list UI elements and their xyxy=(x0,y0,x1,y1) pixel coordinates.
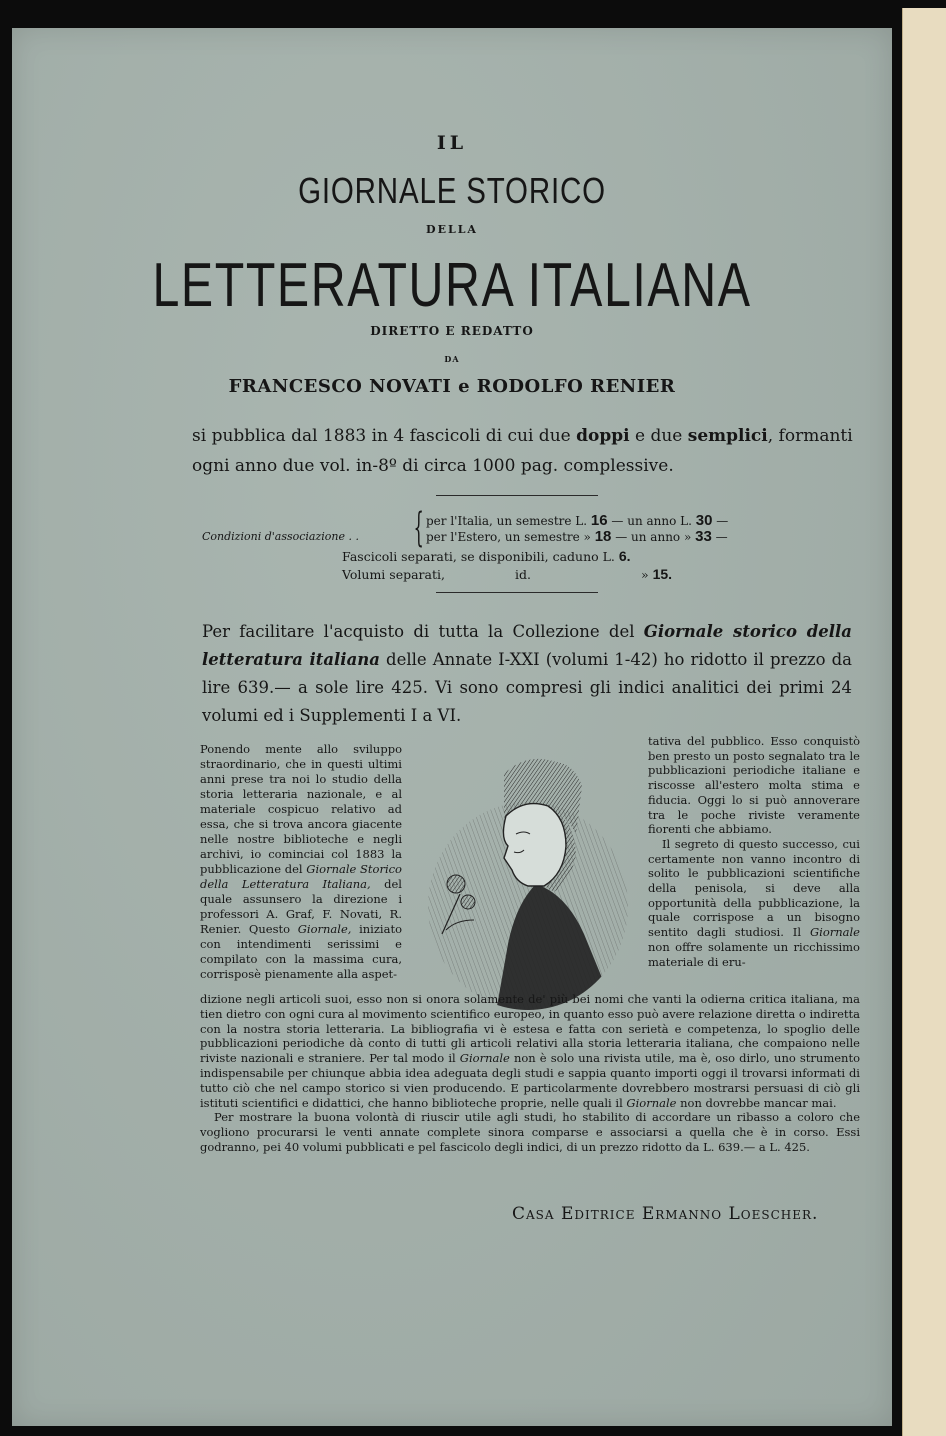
fascicoli-price: 6. xyxy=(618,548,631,564)
italia-end: — xyxy=(712,514,729,528)
article-bottom-giornale-2: Giornale xyxy=(626,1095,677,1110)
offer-paragraph xyxy=(202,618,852,730)
offer-journal-title: Giornale storico della letteratura italiana xyxy=(202,622,852,669)
masthead-letteratura-italiana: LETTERATURA ITALIANA xyxy=(152,251,752,320)
estero-end: — xyxy=(711,530,728,544)
volumi-mark: » xyxy=(640,567,649,582)
italia-anno-price: 30 xyxy=(695,512,713,529)
divider-bottom xyxy=(436,592,598,593)
offer-text-1: Per facilitare l'acquisto di tutta la Collezione del xyxy=(202,622,644,641)
italia-text: per l'Italia, un semestre L. xyxy=(426,514,588,528)
masthead-giornale-storico: GIORNALE STORICO xyxy=(298,170,606,211)
article-right-b2: non offre solamente un ricchissimo materiale di eru- xyxy=(648,939,860,969)
article-left-c: iniziato con intendimenti serissimi e compilato con la massima cura, corrisposè pienamente alla aspet- xyxy=(200,922,402,981)
article-right-b1: Il segreto di questo successo, cui certamente non vanno incontro di solito le pubblicazioni scientifiche della penisola, si deve alla opportunità della pubblicazione, la quale corrispose a un bisogno sentito dagli studiosi. Il xyxy=(648,836,860,940)
article-right-giornale: Giornale xyxy=(809,925,860,940)
article-right-a: tativa del pubblico. Esso conquistò ben presto un posto segnalato tra le pubblicazioni periodiche italiane e riscosse all'estero molta stima e fiducia. Oggi lo si può annoverare tra le poche riviste veramente fiorenti che abbiamo. xyxy=(648,734,860,837)
volumi-text: Volumi separati, xyxy=(342,567,445,582)
divider-top xyxy=(436,495,598,496)
masthead-diretto: DIRETTO E REDATTO xyxy=(370,324,534,338)
fascicoli-text: Fascicoli separati, se disponibili, caduno L. xyxy=(342,549,615,564)
publisher-signature: Casa Editrice Ermanno Loescher. xyxy=(512,1204,819,1224)
article-left-journal: Giornale Storico della Letteratura Italiana, xyxy=(200,862,402,891)
masthead-il: IL xyxy=(436,132,468,154)
estero-mid: — un anno » xyxy=(611,530,692,544)
page-edge xyxy=(902,8,946,1436)
conditions-estero xyxy=(426,528,806,545)
publication-line-2: ogni anno due vol. in-8º di circa 1000 pag. complessive. xyxy=(192,456,674,476)
volumi-line xyxy=(342,566,742,582)
masthead-della: DELLA xyxy=(426,223,478,236)
conditions-italia xyxy=(426,512,806,529)
article-bottom-text xyxy=(200,992,860,1155)
publication-text-b: e due xyxy=(629,426,688,446)
article-right-para2 xyxy=(648,837,860,969)
article-left-giornale: Giornale, xyxy=(297,922,352,936)
dante-portrait xyxy=(416,734,644,1012)
article-right-column xyxy=(648,734,860,969)
page xyxy=(12,28,892,1426)
conditions-brace: { xyxy=(413,505,424,551)
masthead-editors: FRANCESCO NOVATI e RODOLFO RENIER xyxy=(228,376,676,397)
italia-mid: — un anno L. xyxy=(607,514,692,528)
article-bottom-giornale: Giornale xyxy=(459,1051,510,1066)
publication-doppi: doppi xyxy=(576,426,630,446)
article-bottom-b: non è solo una rivista utile, ma è, oso dirlo, uno strumento indispensabile per chiunque abbia idea adeguata degli studi e sappia quanto importi oggi il trovarsi informati di tutto ciò che nel campo storico si vien producendo. E particolarmente dovrebbero mostrarsi persuasi di ciò gli istituti scientifici e didattici, che hanno biblioteche proprie, nelle quali il xyxy=(200,1051,860,1110)
offer-text-2: delle Annate I-XXI (volumi 1-42) ho ridotto il prezzo da lire 639.— a sole lire 425. Vi sono compresi gli indici analitici dei primi 24 volumi ed i Supplementi I a VI. xyxy=(202,650,852,725)
italia-semestre-price: 16 xyxy=(590,512,608,529)
estero-semestre-price: 18 xyxy=(594,528,612,545)
volumi-id: id. xyxy=(514,567,531,582)
publication-text-c: , formanti xyxy=(767,426,853,446)
publication-line-1 xyxy=(192,422,872,451)
masthead-da: DA xyxy=(444,354,460,364)
article-left-column xyxy=(200,742,402,982)
article-bottom-p2: Per mostrare la buona volontà di riuscir utile agli studi, ho stabilito di accordare un ribasso a coloro che vogliono procurarsi le venti annate complete sinora comparse e associarsi a quella che è in corso. Essi godranno, pei 40 volumi pubblicati e pel fascicolo degli indici, di un prezzo ridotto da L. 639.— a L. 425. xyxy=(200,1110,860,1154)
estero-text: per l'Estero, un semestre » xyxy=(426,530,591,544)
article-left-b: del quale assunsero la direzione i professori A. Graf, F. Novati, R. Renier. Questo xyxy=(200,877,402,936)
fascicoli-line xyxy=(342,548,742,564)
estero-anno-price: 33 xyxy=(695,528,712,545)
article-bottom-c: non dovrebbe mancar mai. xyxy=(676,1095,837,1110)
conditions-label: Condizioni d'associazione . . xyxy=(202,530,360,543)
publication-text-a: si pubblica dal 1883 in 4 fascicoli di cui due xyxy=(192,426,577,446)
volumi-price: 15. xyxy=(652,566,673,582)
article-bottom-a: dizione negli articoli suoi, esso non si onora solamente de' più bei nomi che vanti la odierna critica italiana, ma tien dietro con ogni cura al movimento scientifico europeo, in quanto esso può avere relazione diretta o indiretta con la nostra storia letteraria. La bibliografia vi è estesa e fatta con serietà e competenza, lo spoglio delle pubblicazioni periodiche dà conto di tutti gli articoli relativi alla storia letteraria italiana, che compaiono nelle riviste nazionali e straniere. Per tal modo il xyxy=(200,992,860,1066)
publication-semplici: semplici xyxy=(687,426,768,446)
article-left-a: Ponendo mente allo sviluppo straordinario, che in questi ultimi anni prese tra noi lo studio della storia letteraria nazionale, e al materiale cospicuo relativo ad essa, che si trova ancora giacente nelle nostre biblioteche e negli archivi, io cominciai col 1883 la pubblicazione del xyxy=(200,742,402,876)
